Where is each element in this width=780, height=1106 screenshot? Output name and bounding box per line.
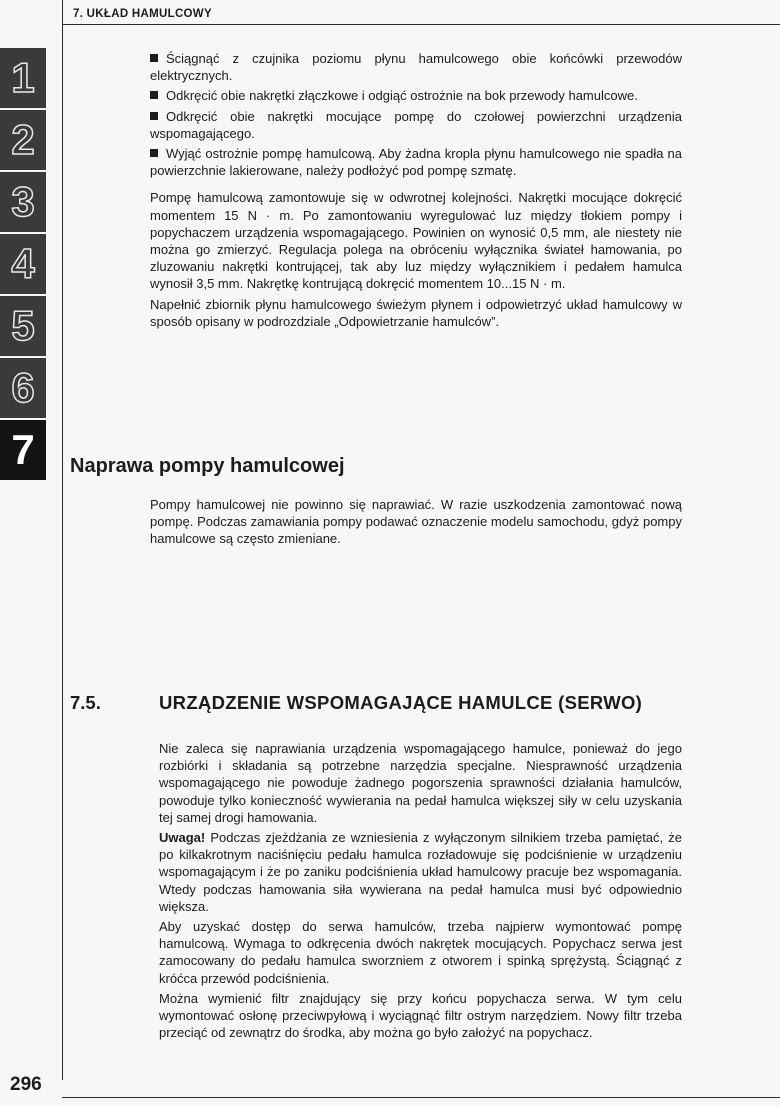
chapter-tab-1[interactable]: 1 <box>0 48 46 108</box>
chapter-tab-4[interactable]: 4 <box>0 234 46 294</box>
paragraph: Aby uzyskać dostęp do serwa hamulców, trzeba najpierw wymontować pompę hamulcową. Wymaga to odkręcenia dwóch nakrętek mocujących. Popychacz serwa jest zamocowany do pedału hamulca sworzniem z otworem i spinką sprężystą. Ściągnąć z króćca przewód podciśnienia. <box>159 919 682 986</box>
bullet-item: Odkręcić obie nakrętki mocujące pompę do czołowej powierzchni urządzenia wspomagającego. <box>150 108 682 141</box>
bullet-item: Wyjąć ostrożnie pompę hamulcową. Aby żadna kropla płynu hamulcowego nie spadła na powierzchnie lakierowane, należy podłożyć pod pompę szmatę. <box>150 146 682 179</box>
repair-heading: Naprawa pompy hamulcowej <box>70 455 345 477</box>
chapter-tab-3[interactable]: 3 <box>0 172 46 232</box>
bullet-icon <box>150 91 158 99</box>
servo-text-block <box>159 740 682 1044</box>
section-number: 7.5. <box>70 692 101 713</box>
repair-text-block <box>150 496 682 551</box>
bullet-icon <box>150 112 158 120</box>
bullet-item: Odkręcić obie nakrętki złączkowe i odgiąć ostrożnie na bok przewody hamulcowe. <box>150 87 682 104</box>
paragraph: Nie zaleca się naprawiania urządzenia wspomagającego hamulce, ponieważ do jego rozbiórki i składania są potrzebne narzędzia specjalne. Niesprawność urządzenia wspomagającego nie powoduje żadnego pogorszenia sprawności działania hamulców, powoduje tylko konieczność wywierania na pedał hamulca większej siły w celu uzyskania tej samej drogi hamowania. <box>159 741 682 825</box>
paragraph: Napełnić zbiornik płynu hamulcowego świeżym płynem i odpowietrzyć układ hamulcowy w sposób opisany w podrozdziale „Odpowietrzanie hamulców”. <box>150 296 682 329</box>
chapter-tab-7-active[interactable]: 7 <box>0 420 46 480</box>
section-title: URZĄDZENIE WSPOMAGAJĄCE HAMULCE (SERWO) <box>159 692 643 713</box>
margin-rule <box>62 0 63 1080</box>
chapter-tab-6[interactable]: 6 <box>0 358 46 418</box>
page-number: 296 <box>10 1074 42 1095</box>
chapter-tab-2[interactable]: 2 <box>0 110 46 170</box>
chapter-tab-5[interactable]: 5 <box>0 296 46 356</box>
bullet-icon <box>150 149 158 157</box>
paragraph: Można wymienić filtr znajdujący się przy końcu popychacza serwa. W tym celu wymontować osłonę przeciwpyłową i wyciągnąć filtr ostrym narzędziem. Nowy filtr trzeba przeciąć od zewnątrz do środka, aby można go było założyć na popychacz. <box>159 990 682 1041</box>
paragraph: Pompy hamulcowej nie powinno się naprawiać. W razie uszkodzenia zamontować nową pompę. Podczas zamawiania pompy podawać oznaczenie modelu samochodu, gdyż pompy hamulcowe są często zmieniane. <box>150 497 682 547</box>
bullet-item: Ściągnąć z czujnika poziomu płynu hamulcowego obie końcówki przewodów elektrycznych. <box>150 51 682 84</box>
paragraph: Pompę hamulcową zamontowuje się w odwrotnej kolejności. Nakrętki mocujące dokręcić momentem 15 N · m. Po zamontowaniu wyregulować luz między tłokiem pompy i popychaczem urządzenia wspomagającego. Powinien on wynosić 0,5 mm, ale niestety nie można go zmierzyć. Regulacja polega na obróceniu wyłącznika świateł hamowania, po zluzowaniu nakrętki kontrującej, tak aby luz między wyłącznikiem i pedałem hamulca wynosił 3,5 mm. Nakrętkę kontrującą dokręcić momentem 10...15 N · m. <box>150 190 682 292</box>
chapter-tabs <box>0 48 48 482</box>
bullet-icon <box>150 54 158 62</box>
warning-paragraph: Uwaga! Podczas zjeżdżania ze wzniesienia z wyłączonym silnikiem trzeba pamiętać, że po kilkakrotnym naciśnięciu pedału hamulca rozładowuje się podciśnienie w urządzeniu wspomagającym i że po zaniku podciśnienia układ hamulcowy pracuje bez wspomagania. Wtedy podczas hamowania siła wywierana na pedał hamulca musi być odpowiednio większa. <box>159 830 682 914</box>
warning-label: Uwaga! <box>159 830 206 846</box>
chapter-header: 7. UKŁAD HAMULCOWY <box>73 8 212 20</box>
removal-steps <box>150 50 682 333</box>
footer-rule <box>62 1097 780 1098</box>
